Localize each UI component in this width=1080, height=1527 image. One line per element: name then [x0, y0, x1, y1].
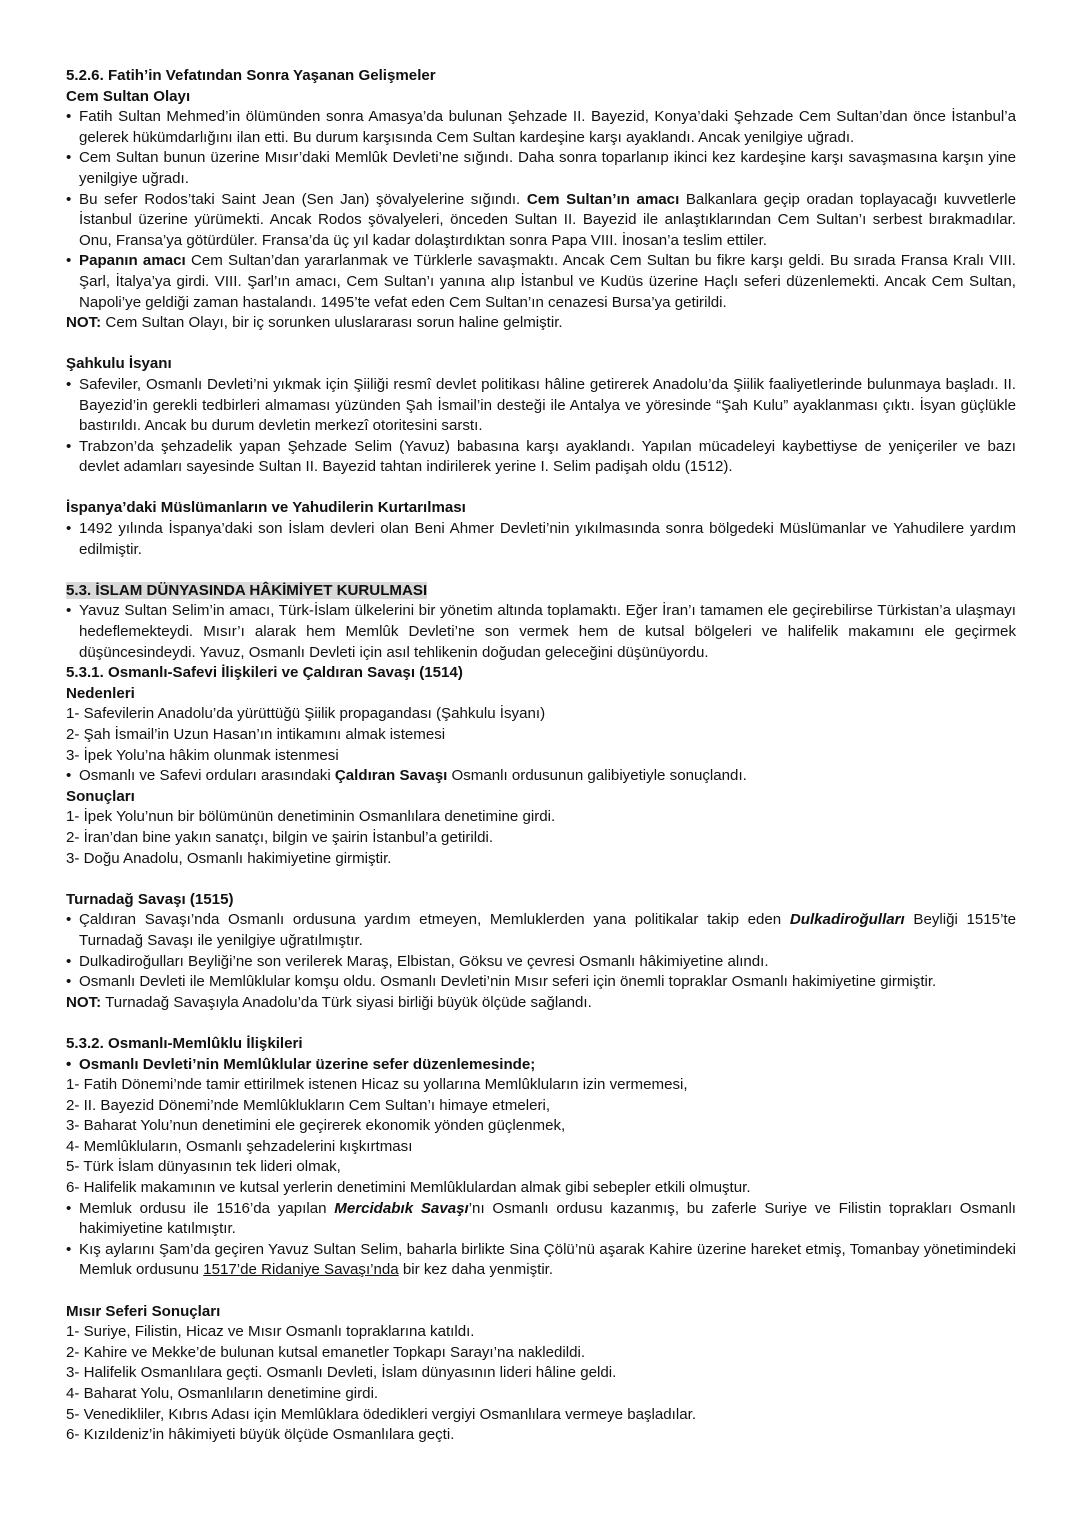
text-run: Osmanlı ve Safevi orduları arasındaki [79, 767, 335, 785]
list-item: 2- Şah İsmail’in Uzun Hasan’ın intikamını almak istemesi [66, 726, 446, 743]
subsection-title: Cem Sultan Olayı [66, 87, 191, 105]
bullet-item [66, 910, 1016, 951]
list-item: 3- İpek Yolu’na hâkim olunmak istenmesi [66, 746, 339, 764]
bullet-item: • Safeviler, Osmanlı Devleti’ni yıkmak için Şiiliği resmî devlet politikası hâline getirerek Anadolu’da Şiilik faaliyetlerinde bulunmaya başladı. II. Bayezid’in gerekli tedbirleri almaması yüzünden Şah İsmail’in desteği ile Antalya ve yöresinde “Şah Kulu” ayaklanması çıktı. İsyan güçlükle bastırıldı. Ancak bu durum devletin merkezî otoritesini sarstı. [66, 375, 1016, 437]
section-title: 5.3. İSLAM DÜNYASINDA HÂKİMİYET KURULMASI [66, 581, 428, 599]
note-text: Turnadağ Savaşıyla Anadolu’da Türk siyasi birliği büyük ölçüde sağlandı. [101, 993, 592, 1011]
bold-run: Papanın amacı [79, 252, 186, 270]
subsection-title: Şahkulu İsyanı [66, 355, 172, 373]
list-item: 6- Halifelik makamının ve kutsal yerlerin denetimini Memlûklulardan almak gibi sebepler etkili olmuştur. [66, 1179, 751, 1197]
bullet-item: • Cem Sultan bunun üzerine Mısır’daki Memlûk Devleti’ne sığındı. Daha sonra toparlanıp ikinci kez kardeşine karşı savaşmasına karşın yine yenilgiye uğradı. [66, 148, 1016, 189]
note-label: NOT: [66, 993, 102, 1011]
bullet-item: • Dulkadiroğulları Beyliği’ne son verilerek Maraş, Elbistan, Göksu ve çevresi Osmanlı hâkimiyetine alındı. [66, 952, 1016, 973]
list-item: 1- İpek Yolu’nun bir bölümünün denetiminin Osmanlılara denetimine girdi. [66, 808, 556, 826]
spacer [66, 869, 1016, 890]
bullet-item: • Yavuz Sultan Selim’in amacı, Türk-İslam ülkelerini bir yönetim altında toplamaktı. Eğer İran’ı tamamen ele geçirebilirse Türkistan’a ulaşmayı hedeflemekteydi. Mısır’ı alarak hem Memlûk Devleti’ne son vermek hem de kutsal bölgeleri ve halifelik makamını ele geçirmek düşüncesindeydi. Yavuz, Osmanlı Devleti için asıl tehlikenin doğudan geleceğini düşünüyordu. [66, 601, 1016, 663]
list-title: Sonuçları [66, 787, 135, 805]
section-ispanya [66, 498, 1016, 560]
list-item: 2- II. Bayezid Dönemi’nde Memlûklukların Cem Sultan’ı himaye etmeleri, [66, 1096, 551, 1114]
section-misir-seferi [66, 1302, 1016, 1446]
section-islam-dunyasi [66, 581, 1016, 869]
bullet-item [66, 251, 1016, 313]
bullet-item: • Fatih Sultan Mehmed’in ölümünden sonra Amasya’da bulunan Şehzade II. Bayezid, Konya’daki Şehzade Cem Sultan’dan önce İstanbul’a gelerek hükümdarlığını ilan etti. Bu durum karşısında Cem Sultan kardeşine karşı ayaklandı. Ancak yenilgiye uğradı. [66, 107, 1016, 148]
text-run: Cem Sultan’dan yararlanmak ve Türklerle savaşmaktı. Ancak Cem Sultan bu fikre karşı geldi. Bu sırada Fransa Kralı VIII. Şarl, İtalya’ya girdi. VIII. Şarl’ın amacı, Cem Sultan’ı yanına alıp İstanbul ve Kudüs üzerine Haçlı seferi düzenlemekti. Ancak Cem Sultan, Napoli’ye geldiği zaman hastalandı. 1495’te vefat eden Cem Sultan’ın cenazesi Bursa’ya getirildi. [79, 252, 1016, 311]
subsection-title: 5.3.2. Osmanlı-Memlûklu İlişkileri [66, 1034, 303, 1052]
bullet-item-bold: • Osmanlı Devleti’nin Memlûklular üzerine sefer düzenlemesinde; [66, 1055, 1016, 1076]
list-item: 2- Kahire ve Mekke’de bulunan kutsal emanetler Topkapı Sarayı’na nakledildi. [66, 1343, 586, 1361]
section-fatih-sonrasi [66, 66, 1016, 334]
bullet-item [66, 1240, 1016, 1281]
subsection-title: Turnadağ Savaşı (1515) [66, 890, 234, 908]
list-item: 3- Halifelik Osmanlılara geçti. Osmanlı Devleti, İslam dünyasının lideri hâline geldi. [66, 1364, 617, 1382]
bullet-item [66, 1199, 1016, 1240]
list-item: 2- İran’dan bine yakın sanatçı, bilgin ve şairin İstanbul’a getirildi. [66, 828, 494, 846]
bullet-item: • Osmanlı Devleti ile Memlûklular komşu oldu. Osmanlı Devleti’nin Mısır seferi için önemli topraklar Osmanlı hakimiyetine girmiştir. [66, 972, 1016, 993]
text-run: bir kez daha yenmiştir. [398, 1261, 554, 1279]
section-memluk [66, 1034, 1016, 1281]
spacer [66, 560, 1016, 581]
subsection-title: Mısır Seferi Sonuçları [66, 1302, 221, 1320]
list-item: 3- Baharat Yolu’nun denetimini ele geçirerek ekonomik yönden güçlenmek, [66, 1117, 566, 1135]
highlighted-title-row [66, 581, 1016, 602]
spacer [66, 1013, 1016, 1034]
text-run: Bu sefer Rodos’taki Saint Jean (Sen Jan) şövalyelerine sığındı. [79, 190, 527, 208]
text-run: Balkanlara geçip oradan toplayacağı kuvvetlerle İstanbul üzerine yürümekti. Ancak Rodos şövalyeleri, önceden Sultan II. Bayezid ile anlaştıklarından Cem Sultan’ı serbest bırakmadılar. Onu, Fransa’ya götürdüler. Fransa’da üç yıl kadar dolaştırdıktan sonra Papa VIII. İnosan’a teslim ettiler. [79, 190, 1016, 249]
note [66, 993, 1016, 1014]
text-run: Kış aylarını Şam’da geçiren Yavuz Sultan Selim, baharla birlikte Sina Çölü’nü aşarak Kahire üzerine hareket etmiş, Tomanbay yönetimindeki Memluk ordusunu [79, 1240, 1016, 1279]
bullet-item [66, 190, 1016, 252]
note-text: Cem Sultan Olayı, bir iç sorunken uluslararası sorun haline gelmiştir. [101, 314, 563, 332]
list-item: 1- Suriye, Filistin, Hicaz ve Mısır Osmanlı topraklarına katıldı. [66, 1323, 475, 1341]
subsection-title: İspanya’daki Müslümanların ve Yahudilerin Kurtarılması [66, 499, 466, 517]
section-title: 5.2.6. Fatih’in Vefatından Sonra Yaşanan Gelişmeler [66, 67, 436, 84]
note-label: NOT: [66, 314, 102, 332]
spacer [66, 334, 1016, 355]
spacer [66, 1281, 1016, 1302]
subsection-title: 5.3.1. Osmanlı-Safevi İlişkileri ve Çaldıran Savaşı (1514) [66, 664, 463, 682]
note [66, 313, 1016, 334]
underlined-run: 1517’de Ridaniye Savaşı’nda [203, 1261, 399, 1279]
list-item: 1- Fatih Dönemi’nde tamir ettirilmek istenen Hicaz su yollarına Memlûkluların izin vermemesi, [66, 1076, 688, 1094]
list-item: 3- Doğu Anadolu, Osmanlı hakimiyetine girmiştir. [66, 849, 392, 867]
list-item: 5- Türk İslam dünyasının tek lideri olmak, [66, 1158, 341, 1176]
bold-italic-run: Mercidabık Savaşı [334, 1199, 469, 1217]
bullet-item [66, 766, 1016, 787]
bullet-item: • 1492 yılında İspanya’daki son İslam devleri olan Beni Ahmer Devleti’nin yıkılmasında sonra bölgedeki Müslümanlar ve Yahudilere yardım edilmiştir. [66, 519, 1016, 560]
section-sahkulu [66, 354, 1016, 478]
bold-run: Cem Sultan’ın amacı [526, 190, 680, 208]
text-run: Çaldıran Savaşı’nda Osmanlı ordusuna yardım etmeyen, Memluklerden yana politikalar takip eden [79, 911, 790, 929]
text-run: Beyliği 1515’te Turnadağ Savaşı ile yenilgiye uğratılmıştır. [79, 911, 1017, 949]
bold-italic-run: Dulkadiroğulları [789, 911, 905, 929]
bullet-item: • Trabzon’da şehzadelik yapan Şehzade Selim (Yavuz) babasına karşı ayaklandı. Yapılan mücadeleyi kaybettiyse de yeniçeriler ve bazı devlet adamları sayesinde Sultan II. Bayezid tahtan indirilerek yerine I. Selim padişah oldu (1512). [66, 437, 1016, 478]
list-item: 1- Safevilerin Anadolu’da yürüttüğü Şiilik propagandası (Şahkulu İsyanı) [66, 705, 546, 723]
list-title: Nedenleri [66, 684, 135, 702]
list-item: 4- Memlûkluların, Osmanlı şehzadelerini kışkırtması [66, 1137, 413, 1155]
list-item: 5- Venedikliler, Kıbrıs Adası için Memlûklara ödedikleri vergiyi Osmanlılara vermeye başladılar. [66, 1405, 697, 1423]
text-run: Memluk ordusu ile 1516’da yapılan [79, 1199, 335, 1217]
bold-run: Çaldıran Savaşı [334, 767, 448, 785]
text-run: ’nı Osmanlı ordusu kazanmış, bu zaferle Suriye ve Filistin toprakları Osmanlı hakimiyetine katılmıştır. [79, 1199, 1016, 1238]
section-turnadag [66, 890, 1016, 1014]
spacer [66, 478, 1016, 499]
list-item: 6- Kızıldeniz’in hâkimiyeti büyük ölçüde Osmanlılara geçti. [66, 1426, 455, 1444]
text-run: Osmanlı ordusunun galibiyetiyle sonuçlandı. [447, 767, 747, 785]
list-item: 4- Baharat Yolu, Osmanlıların denetimine girdi. [66, 1385, 379, 1402]
